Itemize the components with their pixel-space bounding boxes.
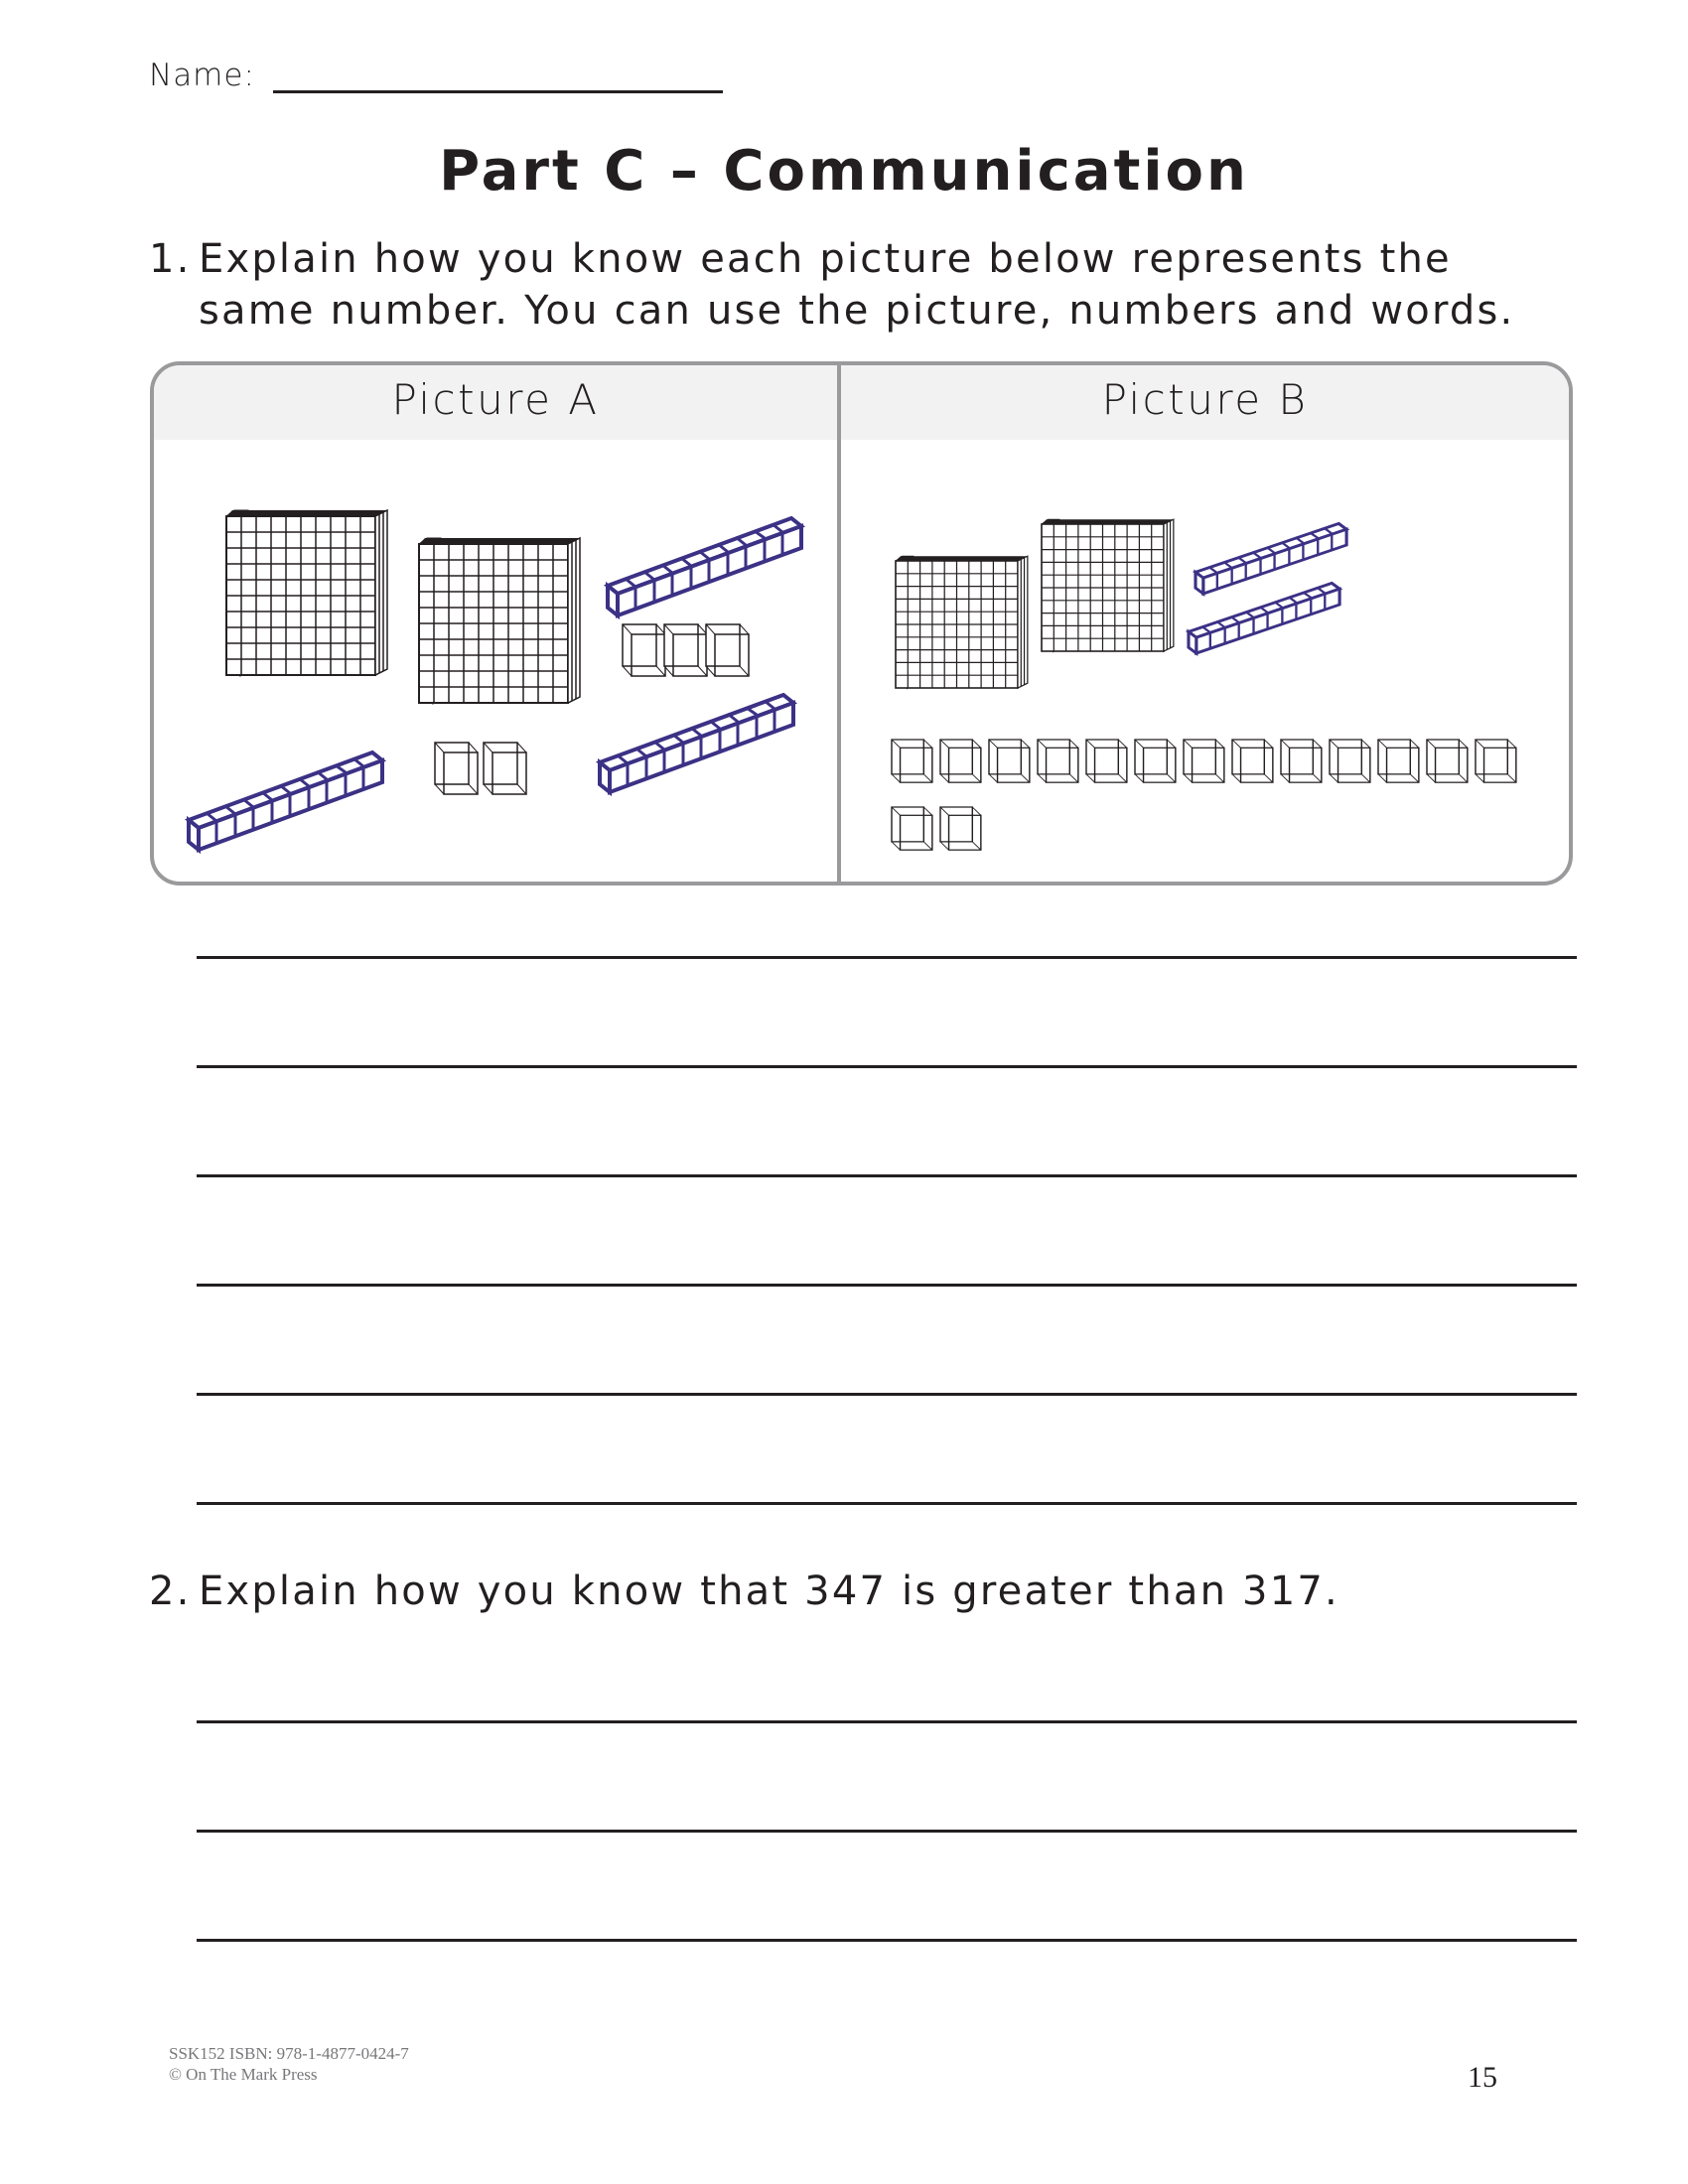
ten-rod-icon (1189, 583, 1339, 653)
unit-cube-icon (989, 740, 1030, 782)
hundred-flat-icon (226, 510, 387, 676)
unit-cube-icon (664, 624, 707, 676)
answer-line-q1-3[interactable] (197, 1174, 1577, 1177)
hundred-flat-icon (896, 556, 1028, 689)
ten-rod-icon (1196, 523, 1346, 594)
hundred-flat-icon (419, 538, 580, 704)
ten-rod-icon (608, 518, 801, 615)
hundred-flat-icon (1042, 519, 1174, 652)
ten-rod-icon (600, 695, 793, 792)
unit-cube-icon (940, 740, 981, 782)
answer-line-q1-5[interactable] (197, 1393, 1577, 1396)
question-2 (149, 1566, 1638, 1617)
unit-cube-icon (1184, 740, 1224, 782)
unit-cube-icon (940, 807, 981, 850)
unit-cube-icon (1330, 740, 1370, 782)
question-1-number: 1. (149, 236, 192, 282)
unit-cube-icon (892, 740, 932, 782)
unit-cube-icon (1038, 740, 1078, 782)
answer-line-q2-3[interactable] (197, 1939, 1577, 1942)
answer-line-q1-2[interactable] (197, 1065, 1577, 1068)
picture-a-blocks (189, 510, 801, 850)
picture-a-label: Picture A (391, 375, 600, 424)
unit-cube-icon (1427, 740, 1468, 782)
answer-line-q1-4[interactable] (197, 1284, 1577, 1287)
name-label: Name: (149, 58, 255, 93)
unit-cube-icon (484, 743, 526, 794)
page-number: 15 (1468, 2061, 1497, 2094)
footer-publisher-info (169, 2043, 409, 2085)
unit-cube-icon (623, 624, 665, 676)
answer-line-q2-2[interactable] (197, 1830, 1577, 1833)
unit-cube-icon (1086, 740, 1127, 782)
unit-cube-icon (1378, 740, 1419, 782)
unit-cube-icon (1135, 740, 1176, 782)
unit-cube-icon (1476, 740, 1516, 782)
page-title: Part C – Communication (439, 139, 1249, 204)
ten-rod-icon (189, 752, 382, 850)
unit-cube-icon (892, 807, 932, 850)
answer-line-q2-1[interactable] (197, 1720, 1577, 1723)
unit-cube-icon (1232, 740, 1273, 782)
question-1-text-line1: Explain how you know each picture below represents the (199, 236, 1452, 282)
unit-cube-icon (435, 743, 478, 794)
picture-b-label: Picture B (1101, 375, 1309, 424)
picture-b-blocks (892, 519, 1516, 850)
unit-cube-icon (706, 624, 749, 676)
footer-copyright: © On The Mark Press (169, 2065, 318, 2084)
question-2-number: 2. (149, 1569, 192, 1614)
question-2-text: Explain how you know that 347 is greater than 317. (199, 1569, 1339, 1614)
answer-line-q1-1[interactable] (197, 956, 1577, 959)
footer-isbn: SSK152 ISBN: 978-1-4877-0424-7 (169, 2044, 409, 2063)
unit-cube-icon (1281, 740, 1322, 782)
answer-line-q1-6[interactable] (197, 1502, 1577, 1505)
question-1-text-line2: same number. You can use the picture, numbers and words. (199, 288, 1515, 334)
